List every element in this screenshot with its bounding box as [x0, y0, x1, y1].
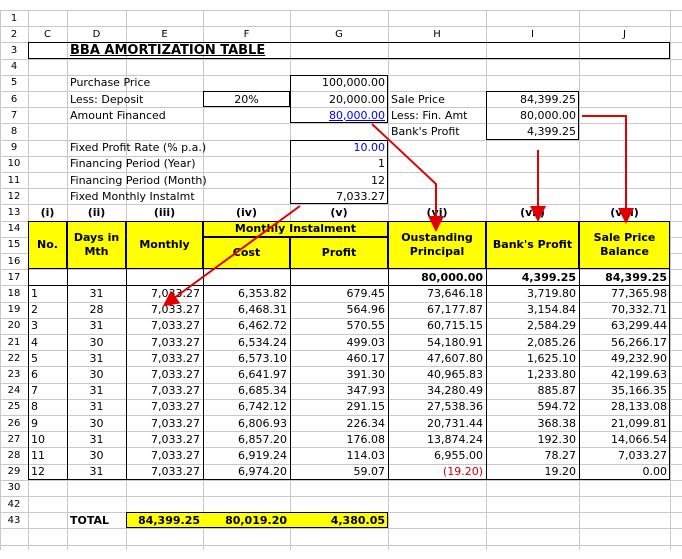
row-number[interactable]: 28: [7, 449, 21, 461]
row-monthly[interactable]: 7,033.27: [151, 384, 200, 398]
row-no[interactable]: 3: [31, 319, 38, 333]
row-cost[interactable]: 6,641.97: [238, 367, 287, 381]
row-cost[interactable]: 6,573.10: [238, 351, 287, 365]
row-number[interactable]: 12: [7, 190, 21, 202]
row-profit[interactable]: 291.15: [346, 400, 385, 414]
row-balance[interactable]: 21,099.81: [611, 416, 667, 430]
row-bank-profit[interactable]: 2,584.29: [527, 319, 576, 333]
row-number[interactable]: 30: [7, 482, 21, 494]
purchase-price-value[interactable]: 100,000.00: [322, 76, 385, 90]
row-balance[interactable]: 0.00: [642, 465, 667, 479]
row-days[interactable]: 30: [89, 335, 104, 349]
table-col-divider: [28, 269, 29, 480]
opening-bank-profit[interactable]: 4,399.25: [521, 270, 576, 284]
column-number-ii[interactable]: (ii): [87, 205, 106, 219]
row-principal[interactable]: 6,955.00: [434, 448, 483, 462]
row-balance[interactable]: 70,332.71: [611, 303, 667, 317]
row-no[interactable]: 8: [31, 400, 38, 414]
header-instalment-group[interactable]: Monthly Instalment: [203, 221, 388, 237]
row-no[interactable]: 9: [31, 416, 38, 430]
row-balance[interactable]: 14,066.54: [611, 432, 667, 446]
opening-principal[interactable]: 80,000.00: [421, 270, 483, 284]
period-year-label[interactable]: Financing Period (Year): [70, 157, 196, 171]
row-cost[interactable]: 6,685.34: [238, 384, 287, 398]
row-days[interactable]: 30: [89, 367, 104, 381]
row-profit[interactable]: 59.07: [353, 465, 385, 479]
column-number-iv[interactable]: (iv): [236, 205, 257, 219]
row-number[interactable]: 2: [10, 28, 18, 40]
period-month-value[interactable]: 12: [371, 173, 385, 187]
sale-price-value[interactable]: 84,399.25: [520, 92, 576, 106]
row-balance[interactable]: 7,033.27: [618, 448, 667, 462]
row-number[interactable]: 15: [7, 239, 21, 251]
row-principal[interactable]: 73,646.18: [427, 286, 483, 300]
row-no[interactable]: 1: [31, 286, 38, 300]
row-no[interactable]: 5: [31, 351, 38, 365]
row-principal[interactable]: 13,874.24: [427, 432, 483, 446]
gridline-h: [0, 496, 682, 497]
row-monthly[interactable]: 7,033.27: [151, 400, 200, 414]
row-bank-profit[interactable]: 192.30: [537, 432, 576, 446]
row-number[interactable]: 27: [7, 433, 21, 445]
sale-price-label[interactable]: Sale Price: [391, 92, 445, 106]
gridline-h: [0, 10, 682, 11]
opening-row-rule: [28, 285, 670, 286]
row-balance[interactable]: 28,133.08: [611, 400, 667, 414]
row-monthly[interactable]: 7,033.27: [151, 335, 200, 349]
total-cost[interactable]: 80,019.20: [225, 513, 287, 527]
deposit-pct-value[interactable]: 20%: [234, 92, 259, 106]
row-cost[interactable]: 6,919.24: [238, 448, 287, 462]
row-profit[interactable]: 226.34: [346, 416, 385, 430]
profit-rate-label[interactable]: Fixed Profit Rate (% p.a.): [70, 141, 207, 155]
row-bank-profit[interactable]: 3,154.84: [527, 303, 576, 317]
bank-profit-label[interactable]: Bank's Profit: [391, 124, 460, 138]
row-bank-profit[interactable]: 78.27: [544, 448, 576, 462]
column-letter[interactable]: F: [243, 28, 250, 40]
column-letter[interactable]: C: [44, 28, 51, 40]
row-number[interactable]: 11: [7, 174, 21, 186]
total-profit[interactable]: 4,380.05: [330, 513, 385, 527]
table-col-divider: [486, 269, 487, 480]
row-balance[interactable]: 42,199.63: [611, 367, 667, 381]
row-days[interactable]: 30: [89, 416, 104, 430]
column-letter[interactable]: I: [531, 28, 534, 40]
row-profit[interactable]: 679.45: [346, 286, 385, 300]
table-col-divider: [388, 269, 389, 480]
gridline-h: [0, 545, 682, 546]
row-balance[interactable]: 49,232.90: [611, 351, 667, 365]
row-bank-profit[interactable]: 1,625.10: [527, 351, 576, 365]
financing-input-box: [290, 140, 388, 205]
header-principal[interactable]: Oustanding Principal: [388, 221, 486, 270]
row-principal[interactable]: 20,731.44: [427, 416, 483, 430]
fin-amt-label[interactable]: Less: Fin. Amt: [391, 108, 468, 122]
sale-price-box: [486, 91, 579, 140]
table-col-divider: [203, 269, 204, 480]
price-input-box: [290, 75, 388, 124]
instalment-value[interactable]: 7,033.27: [336, 189, 385, 203]
row-days[interactable]: 31: [89, 432, 104, 446]
row-number[interactable]: 42: [7, 498, 21, 510]
total-monthly[interactable]: 84,399.25: [138, 513, 200, 527]
table-col-divider: [126, 269, 127, 480]
row-monthly[interactable]: 7,033.27: [151, 367, 200, 381]
table-col-divider: [290, 269, 291, 480]
row-principal[interactable]: 60,715.15: [427, 319, 483, 333]
row-days[interactable]: 31: [89, 351, 104, 365]
row-bank-profit[interactable]: 594.72: [537, 400, 576, 414]
row-cost[interactable]: 6,534.24: [238, 335, 287, 349]
row-cost[interactable]: 6,857.20: [238, 432, 287, 446]
row-no[interactable]: 10: [31, 432, 45, 446]
amount-financed-value[interactable]: 80,000.00: [329, 108, 385, 122]
bank-profit-value[interactable]: 4,399.25: [527, 124, 576, 138]
amortization-table-border: [28, 221, 670, 480]
row-monthly[interactable]: 7,033.27: [151, 448, 200, 462]
row-cost[interactable]: 6,742.12: [238, 400, 287, 414]
row-number[interactable]: 10: [7, 158, 21, 170]
header-cost[interactable]: Cost: [203, 237, 290, 269]
row-no[interactable]: 4: [31, 335, 38, 349]
row-no[interactable]: 7: [31, 384, 38, 398]
header-profit[interactable]: Profit: [290, 237, 388, 269]
header-monthly[interactable]: Monthly: [126, 221, 203, 270]
row-number[interactable]: 23: [7, 368, 21, 380]
row-number[interactable]: 9: [10, 142, 18, 154]
header-days[interactable]: Days in Mth: [67, 221, 126, 270]
row-number[interactable]: 18: [7, 287, 21, 299]
row-number[interactable]: 3: [10, 44, 18, 56]
row-number[interactable]: 1: [10, 12, 18, 24]
row-bank-profit[interactable]: 368.38: [537, 416, 576, 430]
total-label[interactable]: TOTAL: [70, 513, 110, 527]
deposit-label[interactable]: Less: Deposit: [70, 92, 144, 106]
row-number[interactable]: 7: [10, 109, 18, 121]
table-col-divider: [579, 269, 580, 480]
row-bank-profit[interactable]: 2,085.26: [527, 335, 576, 349]
row-cost[interactable]: 6,974.20: [238, 465, 287, 479]
row-days[interactable]: 31: [89, 465, 104, 479]
page-title[interactable]: BBA AMORTIZATION TABLE: [70, 42, 266, 58]
row-number[interactable]: 14: [7, 223, 21, 235]
row-number[interactable]: 4: [10, 61, 18, 73]
row-principal[interactable]: 27,538.36: [427, 400, 483, 414]
row-monthly[interactable]: 7,033.27: [151, 465, 200, 479]
column-number-viii[interactable]: (viii): [610, 205, 639, 219]
column-number-vii[interactable]: (vii): [520, 205, 545, 219]
row-number[interactable]: 21: [7, 336, 21, 348]
row-monthly[interactable]: 7,033.27: [151, 432, 200, 446]
header-banks-profit[interactable]: Bank's Profit: [486, 221, 579, 270]
column-number-i[interactable]: (i): [40, 205, 55, 219]
row-balance[interactable]: 63,299.44: [611, 319, 667, 333]
instalment-label[interactable]: Fixed Monthly Instalmt: [70, 189, 195, 203]
row-profit[interactable]: 564.96: [346, 303, 385, 317]
purchase-price-label[interactable]: Purchase Price: [70, 76, 151, 90]
row-profit[interactable]: 114.03: [346, 448, 385, 462]
row-profit[interactable]: 499.03: [346, 335, 385, 349]
header-sale-balance[interactable]: Sale Price Balance: [579, 221, 670, 270]
row-monthly[interactable]: 7,033.27: [151, 351, 200, 365]
row-days[interactable]: 28: [89, 303, 104, 317]
row-profit[interactable]: 176.08: [346, 432, 385, 446]
column-letter[interactable]: D: [92, 28, 101, 40]
amount-financed-label[interactable]: Amount Financed: [70, 108, 166, 122]
row-number[interactable]: 19: [7, 304, 21, 316]
row-bank-profit[interactable]: 885.87: [537, 384, 576, 398]
row-days[interactable]: 31: [89, 286, 104, 300]
row-days[interactable]: 31: [89, 384, 104, 398]
row-principal[interactable]: 54,180.91: [427, 335, 483, 349]
row-profit[interactable]: 570.55: [346, 319, 385, 333]
row-profit[interactable]: 347.93: [346, 384, 385, 398]
row-monthly[interactable]: 7,033.27: [151, 319, 200, 333]
deposit-pct-box: [203, 91, 290, 107]
column-number-vi[interactable]: (vi): [426, 205, 448, 219]
row-cost[interactable]: 6,353.82: [238, 286, 287, 300]
row-number[interactable]: 43: [7, 514, 21, 526]
row-principal[interactable]: (19.20): [442, 465, 483, 479]
row-number[interactable]: 8: [10, 125, 18, 137]
row-profit[interactable]: 460.17: [346, 351, 385, 365]
column-letter[interactable]: G: [335, 28, 343, 40]
row-principal[interactable]: 47,607.80: [427, 351, 483, 365]
row-no[interactable]: 2: [31, 303, 38, 317]
row-balance[interactable]: 77,365.98: [611, 286, 667, 300]
title-row-box: [28, 42, 670, 58]
row-bank-profit[interactable]: 1,233.80: [527, 367, 576, 381]
table-col-divider: [67, 269, 68, 480]
column-letter[interactable]: E: [161, 28, 168, 40]
period-year-value[interactable]: 1: [378, 157, 385, 171]
profit-rate-value[interactable]: 10.00: [353, 141, 385, 155]
period-month-label[interactable]: Financing Period (Month): [70, 173, 207, 187]
row-monthly[interactable]: 7,033.27: [151, 303, 200, 317]
column-letter[interactable]: H: [433, 28, 441, 40]
row-number[interactable]: 13: [7, 206, 21, 218]
row-number[interactable]: 25: [7, 401, 21, 413]
deposit-value[interactable]: 20,000.00: [329, 92, 385, 106]
row-monthly[interactable]: 7,033.27: [151, 416, 200, 430]
row-principal[interactable]: 34,280.49: [427, 384, 483, 398]
row-cost[interactable]: 6,806.93: [238, 416, 287, 430]
header-no[interactable]: No.: [28, 221, 67, 270]
opening-balance[interactable]: 84,399.25: [605, 270, 667, 284]
row-principal[interactable]: 67,177.87: [427, 303, 483, 317]
column-number-v[interactable]: (v): [330, 205, 348, 219]
row-number[interactable]: 20: [7, 320, 21, 332]
fin-amt-value[interactable]: 80,000.00: [520, 108, 576, 122]
row-cost[interactable]: 6,462.72: [238, 319, 287, 333]
row-number[interactable]: 16: [7, 255, 21, 267]
row-number[interactable]: 24: [7, 385, 21, 397]
column-letter[interactable]: J: [623, 28, 626, 40]
row-no[interactable]: 12: [31, 465, 45, 479]
row-number[interactable]: 22: [7, 352, 21, 364]
row-number[interactable]: 17: [7, 271, 21, 283]
row-days[interactable]: 31: [89, 400, 104, 414]
row-no[interactable]: 11: [31, 448, 45, 462]
row-number[interactable]: 29: [7, 466, 21, 478]
row-bank-profit[interactable]: 19.20: [544, 465, 576, 479]
column-number-iii[interactable]: (iii): [153, 205, 176, 219]
row-profit[interactable]: 391.30: [346, 367, 385, 381]
row-number[interactable]: 6: [10, 93, 18, 105]
row-days[interactable]: 31: [89, 319, 104, 333]
row-balance[interactable]: 56,266.17: [611, 335, 667, 349]
row-monthly[interactable]: 7,033.27: [151, 286, 200, 300]
row-number[interactable]: 5: [10, 77, 18, 89]
row-number[interactable]: 26: [7, 417, 21, 429]
row-days[interactable]: 30: [89, 448, 104, 462]
row-balance[interactable]: 35,166.35: [611, 384, 667, 398]
row-principal[interactable]: 40,965.83: [427, 367, 483, 381]
row-no[interactable]: 6: [31, 367, 38, 381]
row-cost[interactable]: 6,468.31: [238, 303, 287, 317]
row-bank-profit[interactable]: 3,719.80: [527, 286, 576, 300]
